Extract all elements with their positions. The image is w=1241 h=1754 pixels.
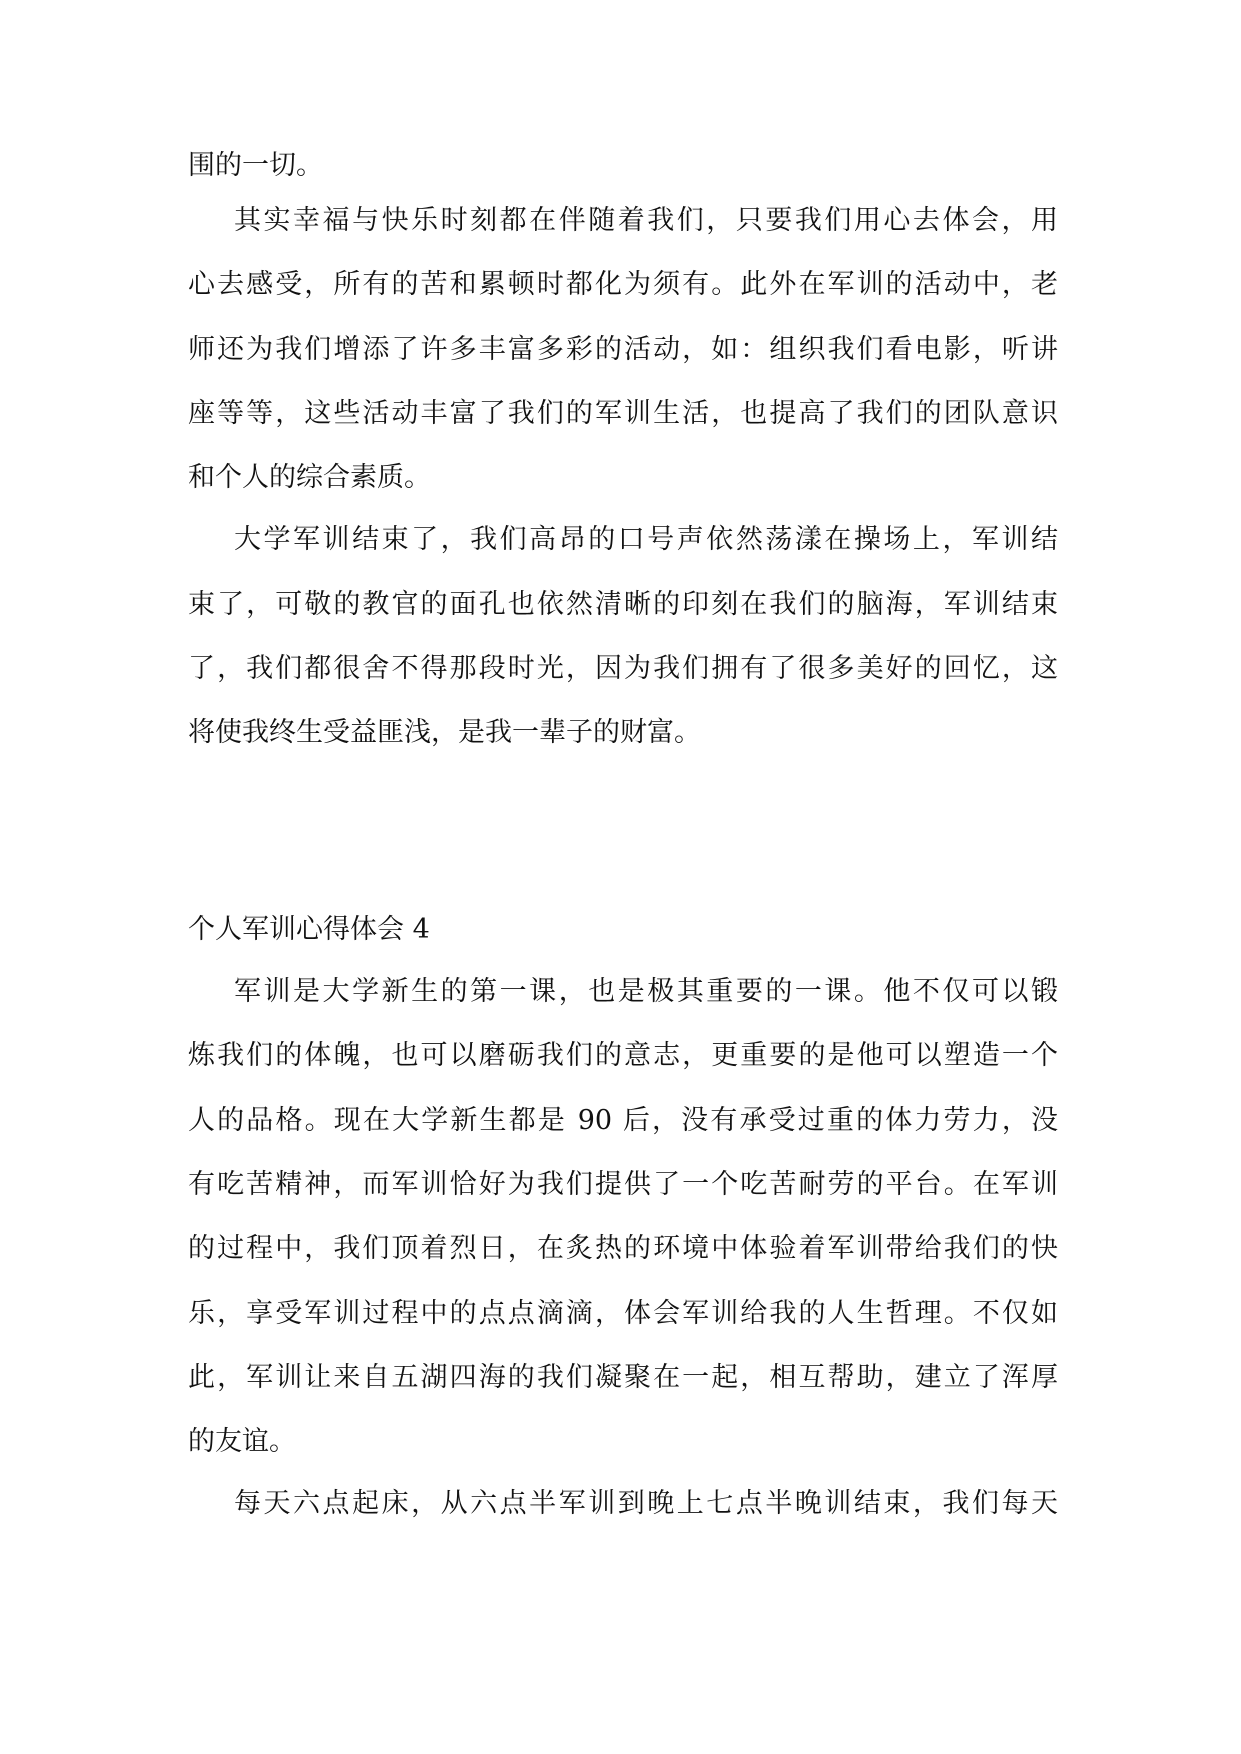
paragraph-line: 了，我们都很舍不得那段时光，因为我们拥有了很多美好的回忆，这 <box>188 653 1058 684</box>
paragraph-line: 人的品格。现在大学新生都是 90 后，没有承受过重的体力劳力，没 <box>188 1105 1058 1136</box>
paragraph-line: 座等等，这些活动丰富了我们的军训生活，也提高了我们的团队意识 <box>188 398 1058 429</box>
paragraph-line: 的友谊。 <box>188 1426 296 1457</box>
paragraph-line: 大学军训结束了，我们高昂的口号声依然荡漾在操场上，军训结 <box>234 524 1058 555</box>
paragraph-line: 乐，享受军训过程中的点点滴滴，体会军训给我的人生哲理。不仅如 <box>188 1298 1058 1329</box>
paragraph-line: 此，军训让来自五湖四海的我们凝聚在一起，相互帮助，建立了浑厚 <box>188 1362 1058 1393</box>
paragraph-line: 束了，可敬的教官的面孔也依然清晰的印刻在我们的脑海，军训结束 <box>188 589 1058 620</box>
paragraph-line: 围的一切。 <box>188 150 323 181</box>
paragraph-line: 的过程中，我们顶着烈日，在炙热的环境中体验着军训带给我们的快 <box>188 1233 1058 1264</box>
paragraph-line: 炼我们的体魄，也可以磨砺我们的意志，更重要的是他可以塑造一个 <box>188 1040 1058 1071</box>
paragraph-line: 和个人的综合素质。 <box>188 462 431 493</box>
paragraph-line: 心去感受，所有的苦和累顿时都化为须有。此外在军训的活动中，老 <box>188 269 1058 300</box>
section-heading: 个人军训心得体会 4 <box>188 914 430 945</box>
paragraph-line: 军训是大学新生的第一课，也是极其重要的一课。他不仅可以锻 <box>234 976 1058 1007</box>
paragraph-line: 有吃苦精神，而军训恰好为我们提供了一个吃苦耐劳的平台。在军训 <box>188 1169 1058 1200</box>
paragraph-line: 师还为我们增添了许多丰富多彩的活动，如：组织我们看电影，听讲 <box>188 334 1058 365</box>
paragraph-line: 每天六点起床，从六点半军训到晚上七点半晚训结束，我们每天 <box>234 1488 1058 1519</box>
paragraph-line: 其实幸福与快乐时刻都在伴随着我们，只要我们用心去体会，用 <box>234 205 1058 236</box>
paragraph-line: 将使我终生受益匪浅，是我一辈子的财富。 <box>188 717 701 748</box>
